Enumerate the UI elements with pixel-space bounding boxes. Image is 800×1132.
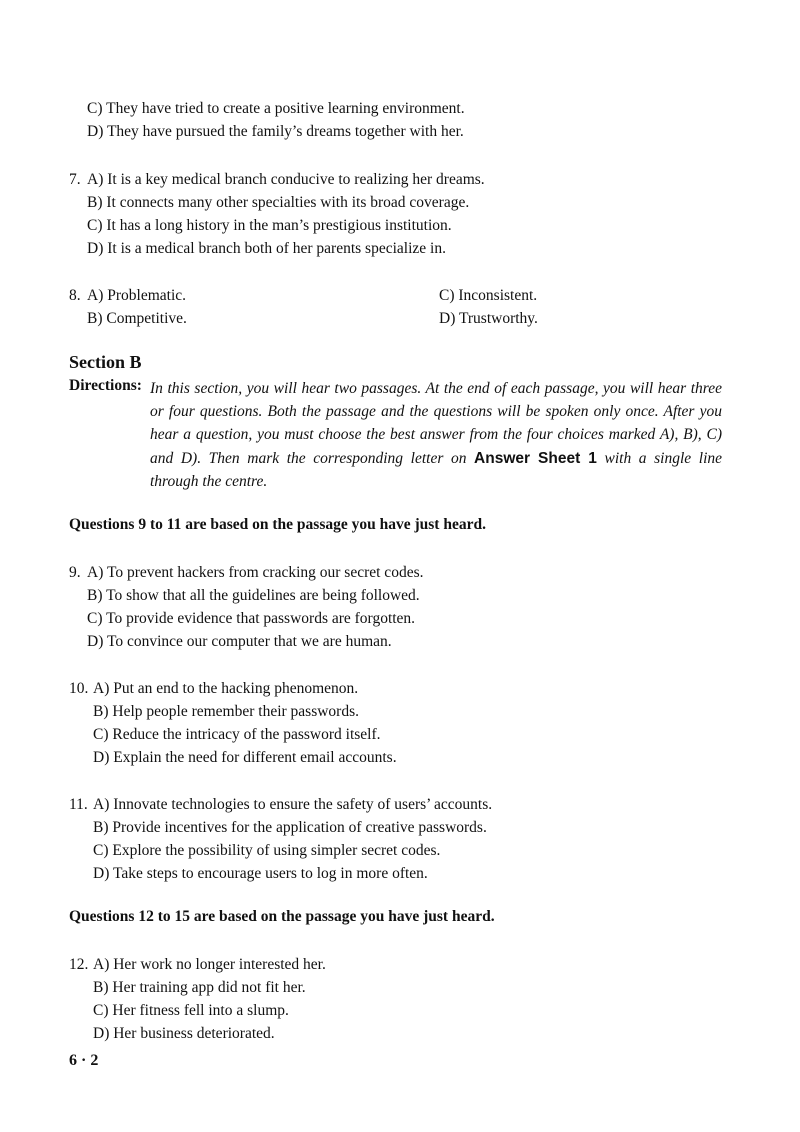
questions-12-15-header: Questions 12 to 15 are based on the passage you have just heard. [69,908,495,925]
q7-option-d: D) It is a medical branch both of her parents specialize in. [87,240,446,257]
q8-option-a: A) Problematic. [87,287,187,304]
page-number: 6 · 2 [69,1052,99,1069]
q8-option-d: D) Trustworthy. [439,310,538,327]
q11-option-b: B) Provide incentives for the application of creative passwords. [93,819,487,836]
q9-option-b: B) To show that all the guidelines are being followed. [87,587,420,604]
q7-number: 7. [69,171,81,188]
q12-option-c: C) Her fitness fell into a slump. [93,1002,289,1019]
q10-option-c: C) Reduce the intricacy of the password itself. [93,726,381,743]
q7-option-c: C) It has a long history in the man’s prestigious institution. [87,217,452,234]
q6-option-d: D) They have pursued the family’s dreams together with her. [87,123,464,140]
q12-option-d: D) Her business deteriorated. [93,1025,275,1042]
q9-number: 9. [69,564,81,581]
questions-9-11-header: Questions 9 to 11 are based on the passage you have just heard. [69,516,486,533]
q8-option-b: B) Competitive. [87,310,187,327]
q11-option-c: C) Explore the possibility of using simpler secret codes. [93,842,441,859]
q12-number: 12. [69,956,89,973]
directions-label: Directions: [69,377,142,394]
q9-option-a: A) To prevent hackers from cracking our secret codes. [87,564,424,581]
q11-number: 11. [69,796,88,813]
q11-option-a: A) Innovate technologies to ensure the safety of users’ accounts. [93,796,493,813]
q8-option-c: C) Inconsistent. [439,287,538,304]
q11-option-d: D) Take steps to encourage users to log in more often. [93,865,428,882]
directions-text-part2: with a single line through the centre. [150,449,723,490]
q12-option-b: B) Her training app did not fit her. [93,979,306,996]
directions-text [150,377,722,493]
q6-option-c: C) They have tried to create a positive learning environment. [87,100,465,117]
q10-option-a: A) Put an end to the hacking phenomenon. [93,680,359,697]
q8-number: 8. [69,287,81,304]
q10-option-d: D) Explain the need for different email accounts. [93,749,397,766]
q7-option-a: A) It is a key medical branch conducive to realizing her dreams. [87,171,485,188]
q9-option-d: D) To convince our computer that we are human. [87,633,392,650]
q10-option-b: B) Help people remember their passwords. [93,703,360,720]
section-b-title: Section B [69,352,142,372]
q10-number: 10. [69,680,89,697]
answer-sheet-emphasis: Answer Sheet 1 [474,449,597,467]
q9-option-c: C) To provide evidence that passwords are forgotten. [87,610,416,627]
q7-option-b: B) It connects many other specialties with its broad coverage. [87,194,470,211]
directions-text-part1: In this section, you will hear two passages. At the end of each passage, you will hear three or four questions. Both the passage and the questions will be spoken only once. After you hear a question, you must choose the best answer from the four choices marked A), B), C) and D). Then mark the corresponding letter on [150,380,722,467]
q12-option-a: A) Her work no longer interested her. [93,956,326,973]
